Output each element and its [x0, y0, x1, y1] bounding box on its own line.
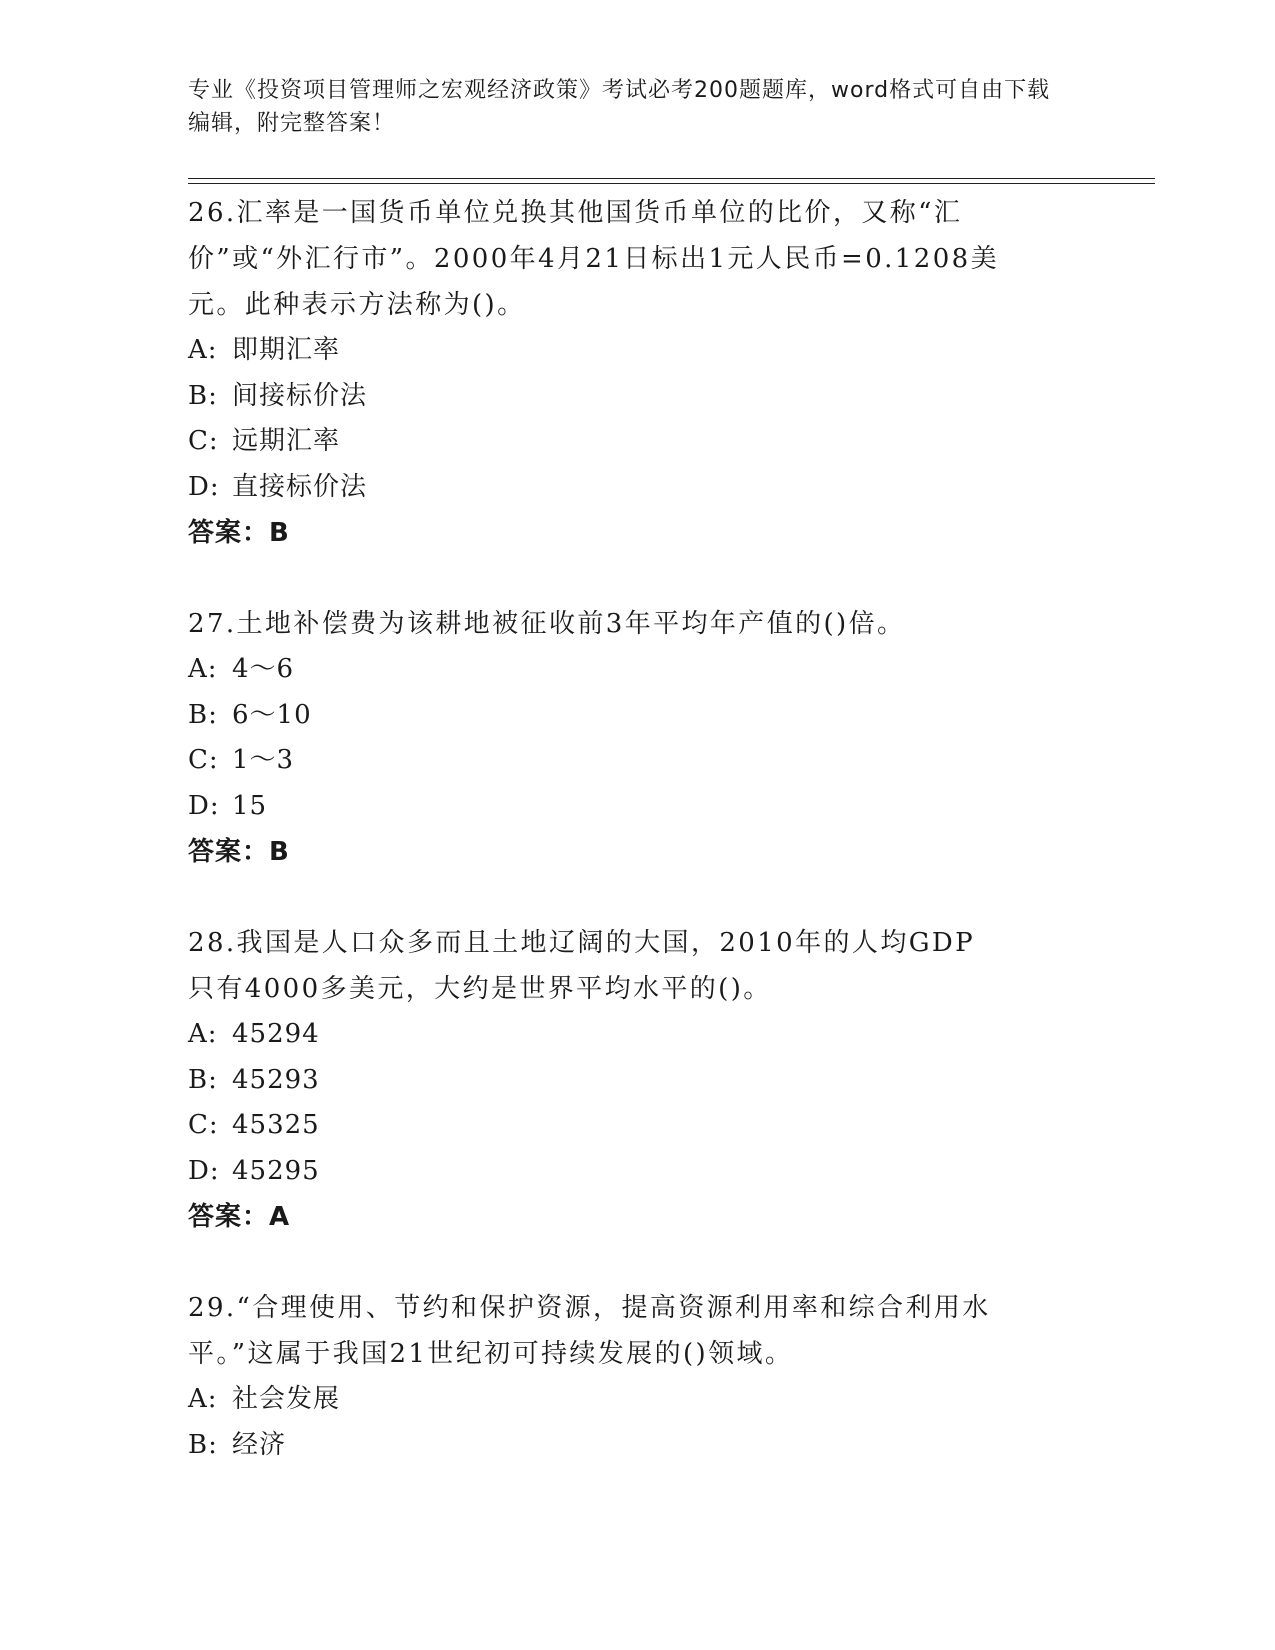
option-a [188, 1377, 1088, 1423]
question-27 [188, 601, 1088, 875]
option-letter: A: [188, 335, 218, 365]
option-text: 45293 [232, 1064, 320, 1095]
answer-label: 答案：A [188, 1202, 291, 1232]
option-b [188, 693, 1088, 739]
option-d [188, 1149, 1088, 1195]
option-b [188, 374, 1088, 420]
question-stem: 29.“合理使用、节约和保护资源，提高资源利用率和综合利用水平。”这属于我国21世纪初可持续发展的()领域。 [188, 1293, 991, 1369]
answer-label: 答案：B [188, 837, 290, 867]
header-divider [188, 178, 1155, 179]
question-stem: 27.土地补偿费为该耕地被征收前3年平均年产值的()倍。 [188, 609, 906, 639]
option-c [188, 419, 1088, 465]
option-text: 15 [232, 790, 268, 821]
answer-label: 答案：B [188, 518, 290, 548]
option-d [188, 784, 1088, 830]
option-c [188, 1103, 1088, 1149]
option-letter: B: [188, 699, 218, 730]
option-c [188, 738, 1088, 784]
question-stem: 26.汇率是一国货币单位兑换其他国货币单位的比价，又称“汇价”或“外汇行市”。2000年4月21日标出1元人民币=0.1208美元。此种表示方法称为()。 [188, 198, 999, 320]
option-letter: B: [188, 380, 218, 411]
option-letter: C: [188, 426, 219, 456]
option-text: 4～6 [232, 654, 295, 684]
option-b [188, 1058, 1088, 1104]
option-letter: B: [188, 1064, 218, 1095]
option-letter: B: [188, 1429, 218, 1460]
option-letter: D: [188, 471, 220, 502]
question-29 [188, 1285, 1088, 1468]
option-text: 经济 [232, 1429, 287, 1460]
option-text: 45325 [232, 1110, 320, 1140]
question-stem: 28.我国是人口众多而且土地辽阔的大国，2010年的人均GDP只有4000多美元，大约是世界平均水平的()。 [188, 928, 976, 1004]
option-d [188, 465, 1088, 511]
option-letter: C: [188, 1110, 219, 1140]
option-letter: A: [188, 1019, 218, 1049]
option-letter: D: [188, 1155, 220, 1186]
option-text: 1～3 [232, 745, 295, 775]
question-28 [188, 920, 1088, 1240]
option-b [188, 1423, 1088, 1469]
option-text: 45294 [232, 1019, 320, 1049]
option-text: 社会发展 [232, 1384, 341, 1414]
option-text: 远期汇率 [232, 426, 341, 456]
header-divider-secondary [188, 183, 1155, 184]
option-text: 间接标价法 [232, 380, 368, 411]
option-a [188, 647, 1088, 693]
option-a [188, 328, 1088, 374]
option-letter: D: [188, 790, 220, 821]
option-letter: A: [188, 1384, 218, 1414]
option-letter: A: [188, 654, 218, 684]
option-text: 即期汇率 [232, 335, 341, 365]
option-text: 45295 [232, 1155, 320, 1186]
document-header: 专业《投资项目管理师之宏观经济政策》考试必考200题题库，word格式可自由下载编辑，附完整答案！ [188, 78, 1051, 136]
option-a [188, 1012, 1088, 1058]
option-text: 直接标价法 [232, 471, 368, 502]
option-letter: C: [188, 745, 219, 775]
option-text: 6～10 [232, 699, 312, 730]
question-26 [188, 190, 1088, 556]
question-list [188, 190, 1088, 1513]
